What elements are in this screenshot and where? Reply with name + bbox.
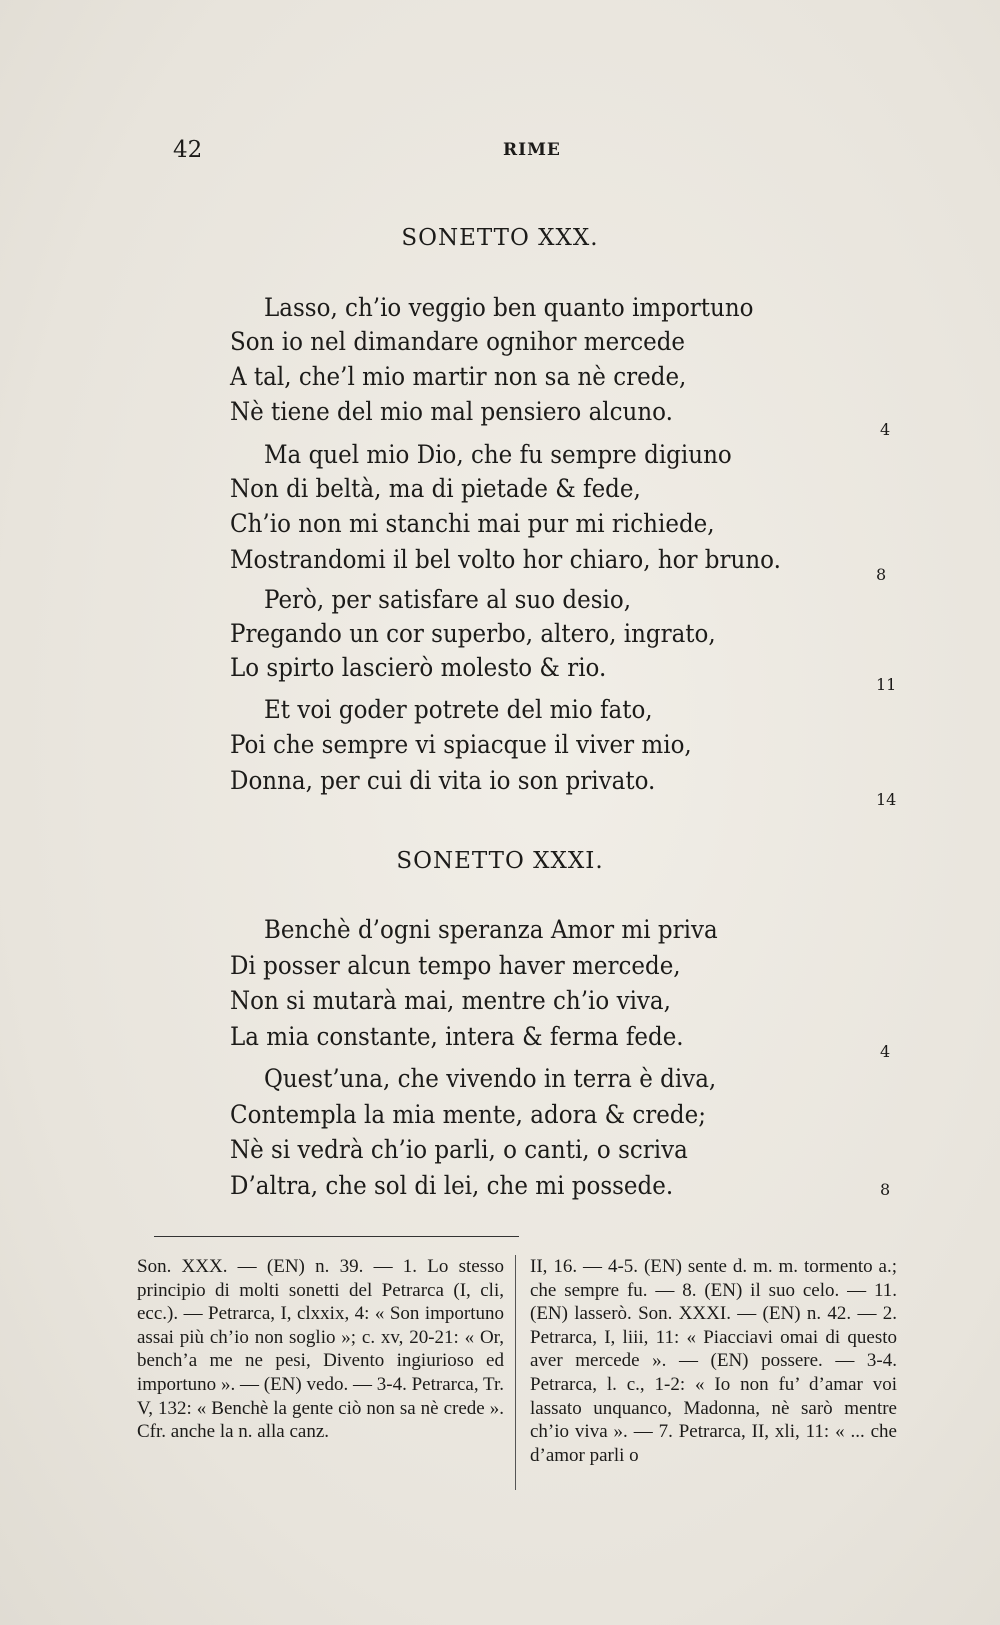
running-title: RIME [503,140,561,160]
verse-line: Di posser alcun tempo haver mercede, [230,951,681,980]
verse-line: Ch’io non mi stanchi mai pur mi richiede, [230,509,715,538]
verse-line: Poi che sempre vi spiacque il viver mio, [230,730,692,759]
line-number: 8 [876,565,887,584]
page-header [0,137,1000,167]
sonnet-xxx-title: SONETTO XXX. [401,225,599,251]
footnotes-right-column [530,1255,897,1467]
verse-line: Quest’una, che vivendo in terra è diva, [264,1064,717,1093]
verse-line: Ma quel mio Dio, che fu sempre digiuno [264,440,732,469]
verse-line: Benchè d’ogni speranza Amor mi priva [264,915,718,944]
page-number: 42 [173,137,203,163]
footnote-text: Son. XXX. — (EN) n. 39. — 1. Lo stesso principio di molti sonetti del Petrarca (I, cli, ecc.). — Petrarca, I, clxxix, 4: « Son importuno assai più ch’io non soglio »; c. xv, 20-21: « Or, bench’a me ne pesi, Divento ingiurioso ed importuno ». — (EN) vedo. — 3-4. Petrarca, Tr. V, 132: « Benchè la gente ciò non sa nè crede ». Cfr. anche la n. alla canz. [137,1256,504,1443]
column-divider [515,1255,516,1490]
verse-line: La mia constante, intera & ferma fede. [230,1022,684,1051]
verse-line: Mostrandomi il bel volto hor chiaro, hor bruno. [230,545,781,574]
verse-line: Nè si vedrà ch’io parli, o canti, o scriva [230,1135,688,1164]
footnote-text: II, 16. — 4-5. (EN) sente d. m. m. tormento a.; che sempre fu. — 8. (EN) il suo celo. — 11. (EN) lasserò. Son. XXXI. — (EN) n. 42. — 2. Petrarca, I, liii, 11: « Piacciavi omai di questo aver mercede ». — (EN) possere. — 3-4. Petrarca, l. c., 1-2: « Io non fu’ d’amar voi lassato unquanco, Madonna, nè sarò mentre ch’io viva ». — 7. Petrarca, II, xli, 11: « ... che d’amor parli o [530,1256,897,1466]
verse-line: Son io nel dimandare ognihor mercede [230,327,686,356]
line-number: 4 [880,1042,891,1061]
line-number: 8 [880,1180,891,1199]
verse-line: Non di beltà, ma di pietade & fede, [230,474,641,503]
verse-line: D’altra, che sol di lei, che mi possede. [230,1171,674,1200]
sonnet-xxxi-title: SONETTO XXXI. [396,848,604,874]
verse-line: Non si mutarà mai, mentre ch’io viva, [230,986,671,1015]
verse-line: Contempla la mia mente, adora & crede; [230,1100,706,1129]
verse-line: Nè tiene del mio mal pensiero alcuno. [230,397,673,426]
footnotes-left-column [137,1255,504,1444]
verse-line: A tal, che’l mio martir non sa nè crede, [230,362,687,391]
line-number: 11 [876,675,897,694]
footnote-rule [154,1236,519,1237]
line-number: 4 [880,420,891,439]
verse-line: Donna, per cui di vita io son privato. [230,766,656,795]
verse-line: Pregando un cor superbo, altero, ingrato, [230,619,716,648]
verse-line: Lasso, ch’io veggio ben quanto importuno [264,293,754,322]
line-number: 14 [876,790,897,809]
verse-line: Però, per satisfare al suo desio, [264,585,632,614]
verse-line: Et voi goder potrete del mio fato, [264,695,653,724]
verse-line: Lo spirto lascierò molesto & rio. [230,653,607,682]
